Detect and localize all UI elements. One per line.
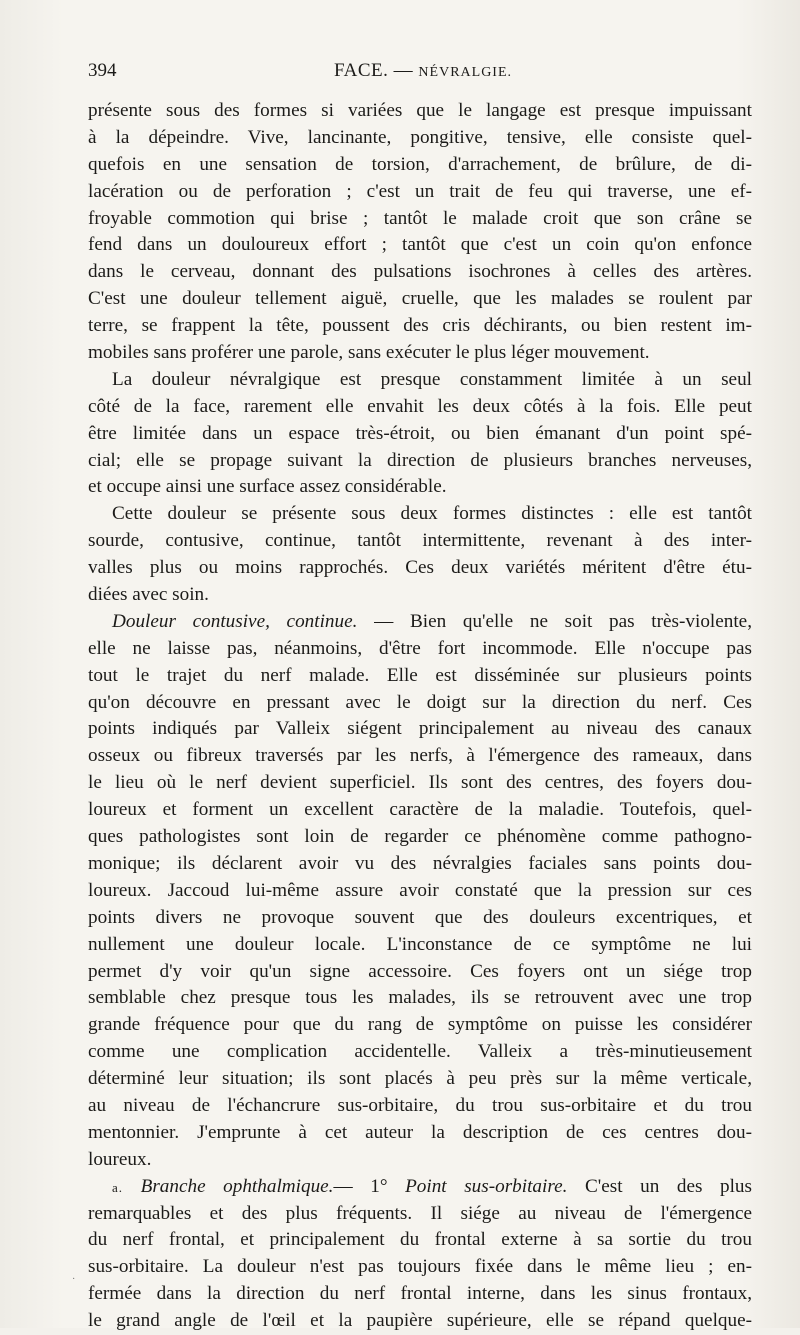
text-line: le grand angle de l'œil et la paupière supérieure, elle se répand quelque- bbox=[88, 1310, 752, 1332]
text-line: fend dans un douloureux effort ; tantôt que c'est un coin qu'on enfonce bbox=[88, 234, 752, 256]
text-line: quefois en une sensation de torsion, d'arrachement, de brûlure, de di- bbox=[88, 153, 752, 175]
text-line: mentonnier. J'emprunte à cet auteur la description de ces centres dou- bbox=[88, 1121, 752, 1143]
text-line: et occupe ainsi une surface assez considérable. bbox=[88, 476, 447, 498]
text-line: comme une complication accidentelle. Valleix a très-minutieusement bbox=[88, 1041, 752, 1063]
text-line: grande fréquence pour que du rang de symptôme on puisse les considérer bbox=[88, 1014, 752, 1036]
text-line: diées avec soin. bbox=[88, 584, 209, 606]
text-line: sus-orbitaire. La douleur n'est pas toujours fixée dans le même lieu ; en- bbox=[88, 1256, 752, 1278]
text-line: mobiles sans proférer une parole, sans exécuter le plus léger mouvement. bbox=[88, 342, 650, 364]
text-line: nullement une douleur locale. L'inconstance de ce symptôme ne lui bbox=[88, 933, 752, 955]
text-line: osseux ou fibreux traversés par les nerfs, à l'émergence des rameaux, dans bbox=[88, 745, 752, 767]
text-line: loureux. bbox=[88, 1148, 152, 1170]
text-line: à la dépeindre. Vive, lancinante, pongitive, tensive, elle consiste quel- bbox=[88, 126, 752, 148]
text-span: — Bien qu'elle ne soit pas très-violente, bbox=[374, 610, 752, 632]
text-line: qu'on découvre en pressant avec le doigt sur la direction du nerf. Ces bbox=[88, 691, 752, 713]
text-span: C'est un des plus bbox=[584, 1175, 752, 1197]
text-line: C'est une douleur tellement aiguë, cruelle, que les malades se roulent par bbox=[88, 288, 752, 310]
text-line: remarquables et des plus fréquents. Il siége au niveau de l'émergence bbox=[88, 1202, 752, 1224]
text-line: semblable chez presque tous les malades, ils se retrouvent avec une trop bbox=[88, 987, 752, 1009]
text-line: terre, se frappent la tête, poussent des cris déchirants, ou bien restent im- bbox=[88, 315, 752, 337]
text-line: points divers ne provoque souvent que des douleurs excentriques, et bbox=[88, 906, 752, 928]
text-line: lacération ou de perforation ; c'est un trait de feu qui traverse, une ef- bbox=[88, 180, 752, 202]
text-line: cial; elle se propage suivant la direction de plusieurs branches nerveuses, bbox=[88, 449, 752, 471]
text-line bbox=[88, 609, 752, 636]
text-line bbox=[88, 1174, 752, 1201]
text-line: monique; ils déclarent avoir vu des névralgies faciales sans points dou- bbox=[88, 852, 752, 874]
text-line: valles plus ou moins rapprochés. Ces deux variétés méritent d'être étu- bbox=[88, 557, 752, 579]
running-title-main: FACE. bbox=[334, 60, 389, 81]
text-line: du nerf frontal, et principalement du frontal externe à sa sortie du trou bbox=[88, 1229, 752, 1251]
text-line: le lieu où le nerf devient superficiel. Ils sont des centres, des foyers dou- bbox=[88, 772, 752, 794]
text-line: fermée dans la direction du nerf frontal interne, dans les sinus frontaux, bbox=[88, 1283, 752, 1305]
text-line: côté de la face, rarement elle envahit les deux côtés à la fois. Elle peut bbox=[88, 395, 752, 417]
paper-speck: · bbox=[72, 1274, 76, 1285]
text-line: sourde, contusive, continue, tantôt intermittente, revenant à des inter- bbox=[88, 530, 752, 552]
text-line: Cette douleur se présente sous deux formes distinctes : elle est tantôt bbox=[112, 503, 752, 525]
section-letter-a: a. bbox=[112, 1179, 124, 1195]
text-line: points indiqués par Valleix siégent principalement au niveau des canaux bbox=[88, 718, 752, 740]
running-title-dash: — bbox=[388, 60, 419, 81]
text-line: elle ne laisse pas, néanmoins, d'être fort incommode. Elle n'occupe pas bbox=[88, 637, 752, 659]
section-heading-douleur-contusive: Douleur contusive, continue. bbox=[112, 610, 358, 632]
text-line: présente sous des formes si variées que le langage est presque impuissant bbox=[88, 100, 752, 121]
text-line: tout le trajet du nerf malade. Elle est disséminée sur plusieurs points bbox=[88, 664, 752, 686]
running-title-sub: NÉVRALGIE. bbox=[418, 65, 513, 80]
text-line: déterminé leur situation; ils sont placés à peu près sur la même verticale, bbox=[88, 1068, 752, 1090]
text-line: permet d'y voir qu'un signe accessoire. Ces foyers ont un siége trop bbox=[88, 960, 752, 982]
text-line: La douleur névralgique est presque constamment limitée à un seul bbox=[112, 368, 752, 390]
running-title bbox=[334, 60, 512, 82]
body-text bbox=[88, 98, 752, 1335]
page-number: 394 bbox=[88, 60, 117, 81]
text-line: ques pathologistes sont loin de regarder ce phénomène comme pathogno- bbox=[88, 826, 752, 848]
running-header bbox=[88, 60, 752, 90]
text-line: loureux. Jaccoud lui-même assure avoir constaté que la pression sur ces bbox=[88, 879, 752, 901]
section-heading-branche: Branche ophthalmique. bbox=[140, 1175, 334, 1197]
point-prefix: — 1° bbox=[333, 1175, 406, 1197]
text-line: être limitée dans un espace très-étroit, ou bien émanant d'un point spé- bbox=[88, 422, 752, 444]
text-line: dans le cerveau, donnant des pulsations isochrones à celles des artères. bbox=[88, 261, 752, 283]
section-heading-point: Point sus-orbitaire. bbox=[405, 1175, 568, 1197]
text-line: froyable commotion qui brise ; tantôt le malade croit que son crâne se bbox=[88, 207, 752, 229]
text-line: au niveau de l'échancrure sus-orbitaire, du trou sus-orbitaire et du trou bbox=[88, 1094, 752, 1116]
text-line: loureux et forment un excellent caractère de la maladie. Toutefois, quel- bbox=[88, 799, 752, 821]
